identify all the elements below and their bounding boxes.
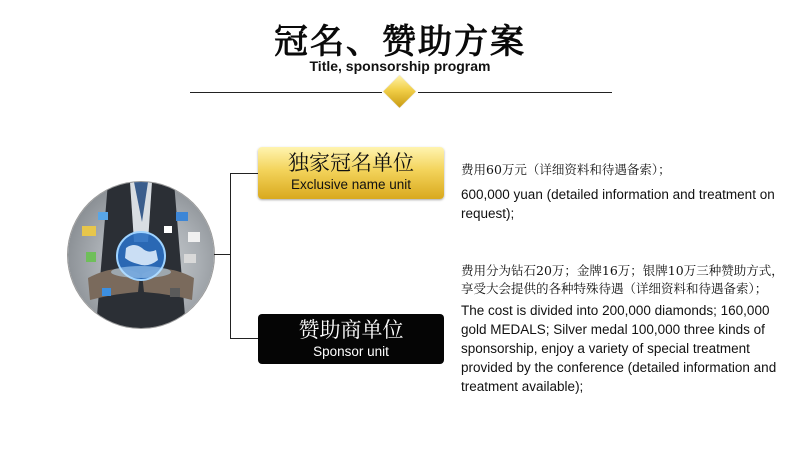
page-subtitle: Title, sponsorship program xyxy=(309,58,491,74)
label-en: Sponsor unit xyxy=(313,344,389,359)
sponsor-description xyxy=(461,262,791,396)
connector-line xyxy=(230,173,260,174)
exclusive-description xyxy=(461,161,791,223)
page-title: 冠名、赞助方案 xyxy=(274,22,526,62)
connector-line xyxy=(230,173,231,339)
exclusive-name-label xyxy=(258,147,444,199)
divider-left xyxy=(190,92,382,93)
business-globe-image xyxy=(68,182,214,328)
label-en: Exclusive name unit xyxy=(290,177,412,192)
description-en: 600,000 yuan (detailed information and treatment on request); xyxy=(461,187,775,221)
diamond-ornament-icon xyxy=(383,75,416,108)
sponsor-unit-label xyxy=(258,314,444,364)
label-cn: 独家冠名单位 xyxy=(288,151,414,175)
description-cn: 费用60万元（详细资料和待遇备索）； xyxy=(461,162,671,177)
connector-line xyxy=(230,338,260,339)
description-en: The cost is divided into 200,000 diamonds; 160,000 gold MEDALS; Silver medal 100,000 three kinds of sponsorship, enjoy a variety of special treatment provided by the conference (detailed information and treatment available); xyxy=(461,303,777,394)
divider-right xyxy=(418,92,612,93)
connector-line xyxy=(214,254,230,255)
label-cn: 赞助商单位 xyxy=(298,318,404,342)
hero-image xyxy=(68,182,214,328)
description-cn: 费用分为钻石20万；金牌16万；银牌10万三种赞助方式，享受大会提供的各种特殊待遇（详细资料和待遇备索）； xyxy=(461,263,784,296)
